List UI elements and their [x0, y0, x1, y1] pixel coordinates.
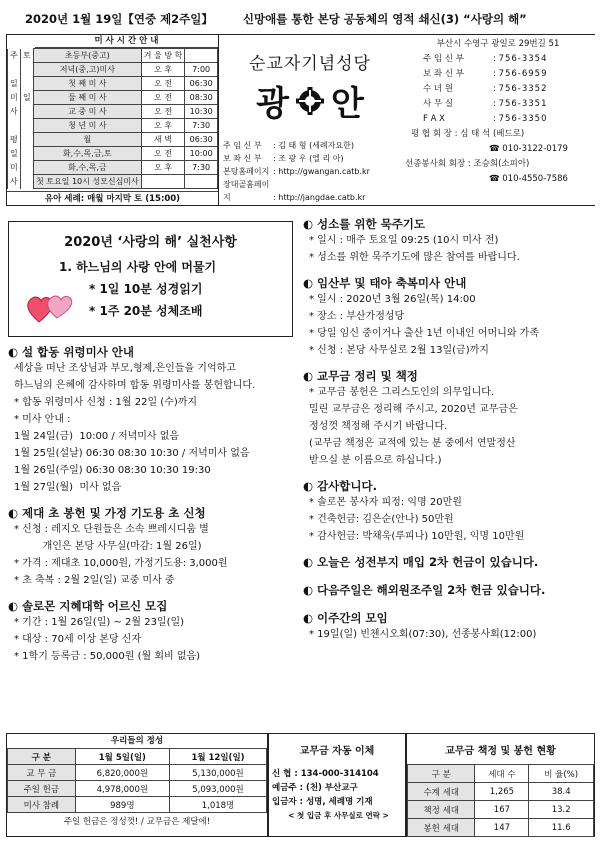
section-line: * 성소를 위한 묵주기도에 많은 참여를 바랍니다. — [309, 252, 520, 263]
section-line: * 신청 : 본당 사무실로 2월 13일(금)까지 — [309, 345, 489, 356]
mass-time: 06:30 — [185, 77, 218, 91]
mass-row — [8, 49, 218, 63]
section-line: 개인은 본당 사무실(마감: 1월 26일) — [14, 541, 202, 552]
transfer-note: < 첫 입금 후 사무실로 연락 > — [288, 811, 389, 820]
day-cell — [20, 175, 33, 189]
section-line: 1월 25일(설날) 06:30 08:30 10:30 / 저녁미사 없음 — [14, 448, 250, 459]
section-line: 받으실 분 이름으로 하십니다.) — [309, 455, 442, 466]
day-cell — [20, 77, 33, 91]
group-cell — [8, 119, 21, 133]
status-cell: 봉헌 세대 — [408, 819, 475, 837]
mass-schedule-table — [7, 48, 218, 189]
parish-logo-icon — [295, 86, 325, 116]
notice-headline: ◐ 오늘은 성전부지 매입 2차 헌금이 있습니다. — [303, 555, 539, 569]
notice-section — [303, 368, 595, 469]
section-line: * 장소 : 부산가정성당 — [309, 311, 405, 322]
contact-number: 756-3354 — [498, 54, 548, 64]
mass-period: 오 전 — [141, 77, 185, 91]
status-header-row — [408, 765, 594, 783]
section-line: * 건축헌금: 김은순(안나) 50만원 — [309, 514, 454, 525]
contact-row: 사 무 실 : 756-3351 — [423, 97, 595, 112]
transfer-title: 교무금 자동 이체 — [299, 746, 375, 757]
header-bar — [7, 8, 594, 30]
parish-subtitle: 순교자기념성당 — [249, 54, 371, 74]
section-line: 1월 26일(주일) 06:30 08:30 10:30 19:30 — [14, 465, 211, 476]
status-row — [408, 801, 594, 819]
chair-name: 심 태 석 (베드로) — [460, 129, 525, 139]
mass-name: 청 년 미 사 — [33, 119, 141, 133]
address: 부산시 수영구 광일로 29번길 51 — [436, 39, 560, 49]
status-cell: 38.4 — [529, 783, 594, 801]
section-title: ◐ 성소를 위한 묵주기도 — [303, 217, 426, 231]
mass-period: 오 전 — [141, 105, 185, 119]
section-line: 하느님의 은혜에 감사하며 합동 위령미사를 봉헌합니다. — [14, 380, 256, 391]
issue-date: 2020년 1월 19일【연중 제2주일】 — [25, 12, 213, 26]
parish-name-right: 안 — [331, 84, 364, 124]
contact-row: 주 임 신 부 : 756-3354 — [423, 52, 595, 67]
meetings-line: * 19일(일) 빈첸시오회(07:30), 선종봉사회(12:00) — [309, 629, 537, 640]
hearts-icon — [25, 288, 75, 326]
mass-name: 둘 째 미 사 — [33, 91, 141, 105]
section-line: * 기간 : 1월 26일(일) ~ 2월 23일(일) — [14, 617, 185, 628]
year-theme: 신망애를 통한 본당 공동체의 영적 쇄신(3) “사랑의 해” — [242, 12, 527, 26]
mass-period: 오 전 — [141, 91, 185, 105]
mass-name: 교 중 미 사 — [33, 105, 141, 119]
section-line: 1월 24일(금) 10:00 / 저녁미사 없음 — [14, 431, 180, 442]
contact-row: F A X : 756-3350 — [423, 112, 595, 127]
finance-cell: 5,093,000원 — [169, 781, 266, 797]
mass-row — [8, 63, 218, 77]
parish-name-left: 광 — [256, 84, 289, 124]
finance-header-row — [8, 749, 267, 765]
group-cell: 미 — [8, 161, 21, 175]
group-cell: 평 — [8, 133, 21, 147]
section-line: 정성껏 책정해 주시기 바랍니다. — [309, 421, 448, 432]
status-cell: 1,265 — [475, 783, 529, 801]
finance-header-cell: 구 분 — [8, 749, 76, 765]
mass-row — [8, 119, 218, 133]
finance-row — [8, 781, 267, 797]
day-cell: 일 — [20, 91, 33, 105]
social-name: 조승희(소피아) — [473, 159, 530, 169]
section-line: * 미사 안내 : — [14, 414, 71, 425]
day-cell — [20, 133, 33, 147]
pastor-name: 김 태 형 (세례자요한) — [278, 141, 354, 150]
status-box — [406, 733, 595, 837]
contact-number: 756-3350 — [498, 114, 548, 124]
assistant-row: 보 좌 신 부 : 조 광 우 (엘 리 아) — [223, 154, 344, 163]
section-title: ◐ 제대 초 봉헌 및 가정 기도용 초 신청 — [8, 506, 206, 520]
social-row: 선종봉사회 회장 : 조승희(소피아) — [405, 159, 530, 169]
contact-label: 보 좌 신 부 — [423, 69, 464, 79]
finance-cell: 1,018명 — [169, 797, 266, 813]
mass-schedule — [6, 34, 219, 206]
day-cell: 토 — [20, 49, 33, 63]
status-header-cell: 구 분 — [408, 765, 475, 783]
mass-name: 첫 째 미 사 — [33, 77, 141, 91]
finance-cell: 교 무 금 — [8, 765, 76, 781]
contact-label: 사 무 실 — [423, 99, 454, 109]
section-title: ◐ 설 합동 위령미사 안내 — [8, 345, 135, 359]
transfer-box — [268, 733, 406, 837]
section-line: 세상을 떠난 조상님과 부모,형제,은인들을 기억하고 — [14, 363, 236, 374]
mass-time: 10:30 — [185, 105, 218, 119]
mass-row — [8, 133, 218, 147]
mass-name: 초등부(중고) — [33, 49, 141, 63]
chair-phone: ☎ 010-3122-0179 — [489, 144, 568, 154]
love-year-box — [8, 221, 293, 337]
contact-number: 756-3351 — [498, 99, 548, 109]
contact-row: 수 녀 원 : 756-3352 — [423, 82, 595, 97]
mass-time: 7:00 — [185, 63, 218, 77]
love-year-bullet-2: * 1주 20분 성체조배 — [89, 304, 203, 318]
notice-section — [8, 598, 298, 665]
notice-section — [8, 344, 298, 496]
status-cell: 167 — [475, 801, 529, 819]
section-line: * 1학기 등록금 : 50,000원 (월 회비 없음) — [14, 651, 201, 662]
section-line: * 합동 위령미사 신청 : 1월 22일 (수)까지 — [14, 397, 198, 408]
notice-section — [303, 478, 595, 545]
section-line: * 대상 : 70세 이상 본당 신자 — [14, 634, 142, 645]
section-line: * 가격 : 제대초 10,000원, 가정기도용: 3,000원 — [14, 558, 228, 569]
day-cell — [20, 119, 33, 133]
section-line: * 교무금 봉헌은 그리스도인의 의무입니다. — [309, 387, 495, 398]
love-year-title: 2020년 ‘사랑의 해’ 실천사항 — [64, 235, 237, 250]
mass-time: 06:30 — [185, 133, 218, 147]
love-year-bullet-1: * 1일 10분 성경읽기 — [89, 282, 203, 296]
contact-row: 보 좌 신 부 : 756-6959 — [423, 67, 595, 82]
status-header-cell: 세대 수 — [475, 765, 529, 783]
day-cell — [20, 105, 33, 119]
status-cell: 13.2 — [529, 801, 594, 819]
finance-title: 우리들의 정성 — [110, 736, 164, 746]
mass-row — [8, 147, 218, 161]
group-cell: 사 — [8, 105, 21, 119]
assistant-name: 조 광 우 (엘 리 아) — [278, 154, 344, 163]
status-row — [408, 783, 594, 801]
right-column — [303, 216, 595, 643]
status-cell: 수계 세대 — [408, 783, 475, 801]
finance-cell: 주일 헌금 — [8, 781, 76, 797]
finance-cell: 989명 — [75, 797, 169, 813]
transfer-holder: 예금주 : (천) 부산교구 — [272, 783, 358, 793]
home-link[interactable]: http://gwangan.catb.kr — [278, 167, 370, 176]
group-cell: 일 — [8, 77, 21, 91]
day-cell — [20, 63, 33, 77]
home-row: 본당홈페이지 : http://gwangan.catb.kr — [223, 167, 370, 176]
meetings-title: ◐ 이주간의 모임 — [303, 611, 388, 625]
mass-row — [8, 161, 218, 175]
transfer-bank: 신 협 : 134-000-314104 — [272, 769, 379, 779]
section-line: (교무금 책정은 교적에 있는 분 중에서 연말정산 — [309, 438, 516, 449]
pastor-row: 주 임 신 부 : 김 태 형 (세례자요한) — [223, 141, 354, 150]
mass-time: 10:00 — [185, 147, 218, 161]
section-line: * 당일 임신 중이거나 출산 1년 이내인 어머니와 가족 — [309, 328, 539, 339]
section-line: * 감사헌금: 박채욱(루피나) 10만원, 익명 10만원 — [309, 531, 525, 542]
group-cell: 일 — [8, 147, 21, 161]
parish-block — [219, 34, 401, 206]
finance-cell: 6,820,000원 — [75, 765, 169, 781]
mass-time: 7:30 — [185, 161, 218, 175]
section-line: * 솔로몬 봉사자 피정: 익명 20만원 — [309, 497, 462, 508]
section-title: ◐ 임산부 및 태아 축복미사 안내 — [303, 276, 467, 290]
left-column — [8, 344, 298, 674]
love-year-item: 1. 하느님의 사랑 안에 머물기 — [59, 260, 217, 274]
mass-name: 화,수,목,금 — [33, 161, 141, 175]
mass-row — [8, 91, 218, 105]
notice-section — [8, 505, 298, 589]
section-line: * 초 축복 : 2월 2일(일) 교중 미사 중 — [14, 575, 175, 586]
jangdae-link[interactable]: http://jangdae.catb.kr — [278, 193, 366, 202]
group-cell — [8, 63, 21, 77]
status-header-cell: 비 율(%) — [529, 765, 594, 783]
mass-period: 겨 울 방 학 — [141, 49, 185, 63]
finance-header-cell: 1월 5일(일) — [75, 749, 169, 765]
mass-period: 오 후 — [141, 119, 185, 133]
finance-cell: 5,130,000원 — [169, 765, 266, 781]
chair-row: 평 협 회 장 : 심 태 석 (베드로) — [411, 129, 525, 139]
day-cell — [20, 161, 33, 175]
parish-name — [219, 76, 401, 125]
mass-period: 오 후 — [141, 63, 185, 77]
mass-row — [8, 77, 218, 91]
status-cell: 11.6 — [529, 819, 594, 837]
mass-time: 08:30 — [185, 91, 218, 105]
finance-cell: 미사 참례 — [8, 797, 76, 813]
finance-box — [6, 733, 268, 837]
finance-table — [7, 748, 267, 813]
group-cell: 미 — [8, 91, 21, 105]
contact-label: 수 녀 원 — [423, 84, 454, 94]
contact-number: 756-6959 — [498, 69, 548, 79]
finance-footer: 주일 헌금은 정성껏! / 교무금은 제달에! — [63, 817, 211, 827]
status-title: 교무금 책정 및 봉헌 현황 — [445, 746, 556, 757]
mass-period: 새 벽 — [141, 133, 185, 147]
finance-row — [8, 765, 267, 781]
finance-header-cell: 1월 12일(일) — [169, 749, 266, 765]
jangdae-row: 장대골홈페이지 : http://jangdae.catb.kr — [223, 180, 366, 202]
mass-row — [8, 175, 218, 189]
section-title: ◐ 솔로몬 지혜대학 어르신 모집 — [8, 599, 168, 613]
notice-headline: ◐ 다음주일은 해외원조주일 2차 헌금 있습니다. — [303, 583, 546, 597]
group-cell: 사 — [8, 175, 21, 189]
notice-section — [303, 216, 595, 266]
mass-period: 오 후 — [141, 161, 185, 175]
mass-period: 오 전 — [141, 147, 185, 161]
mass-name: 화,수,목,금,토 — [33, 147, 141, 161]
contacts-block — [401, 34, 595, 206]
mass-name: 저녁(중,고)미사 — [33, 63, 141, 77]
section-line: * 일시 : 2020년 3월 26일(목) 14:00 — [309, 294, 476, 305]
status-cell: 책정 세대 — [408, 801, 475, 819]
section-line: * 신청 : 레지오 단원들은 소속 쁘레시디움 별 — [14, 524, 209, 535]
mass-time: 7:30 — [185, 119, 218, 133]
section-title: ◐ 교무금 정리 및 책정 — [303, 369, 418, 383]
contact-number: 756-3352 — [498, 84, 548, 94]
mass-schedule-title: 미 사 시 간 안 내 — [35, 35, 218, 48]
status-table — [407, 764, 594, 837]
day-cell — [20, 147, 33, 161]
status-row — [408, 819, 594, 837]
section-line: * 일시 : 매주 토요일 09:25 (10시 미사 전) — [309, 235, 499, 246]
section-title: ◐ 감사합니다. — [303, 479, 377, 493]
transfer-payer: 입금자 : 성명, 세례명 기재 — [272, 797, 373, 807]
contact-label: F A X — [423, 114, 445, 124]
finance-row — [8, 797, 267, 813]
status-cell: 147 — [475, 819, 529, 837]
social-phone: ☎ 010-4550-7586 — [489, 174, 568, 184]
section-line: 밀린 교무금은 정리해 주시고, 2020년 교무금은 — [309, 404, 518, 415]
group-cell: 주 — [8, 49, 21, 63]
mass-time — [185, 175, 218, 189]
notice-section — [303, 275, 595, 359]
mass-name: 월 — [33, 133, 141, 147]
finance-cell: 4,978,000원 — [75, 781, 169, 797]
contact-label: 주 임 신 부 — [423, 54, 464, 64]
infant-baptism-note: 유아 세례: 매월 마지막 토 (15:00) — [7, 191, 218, 205]
mass-row — [8, 105, 218, 119]
mass-time — [185, 49, 218, 63]
mass-period — [141, 175, 185, 189]
section-line: 1월 27일(월) 미사 없음 — [14, 482, 122, 493]
mass-name: 첫 토요일 10시 성모신심미사 — [33, 175, 141, 189]
